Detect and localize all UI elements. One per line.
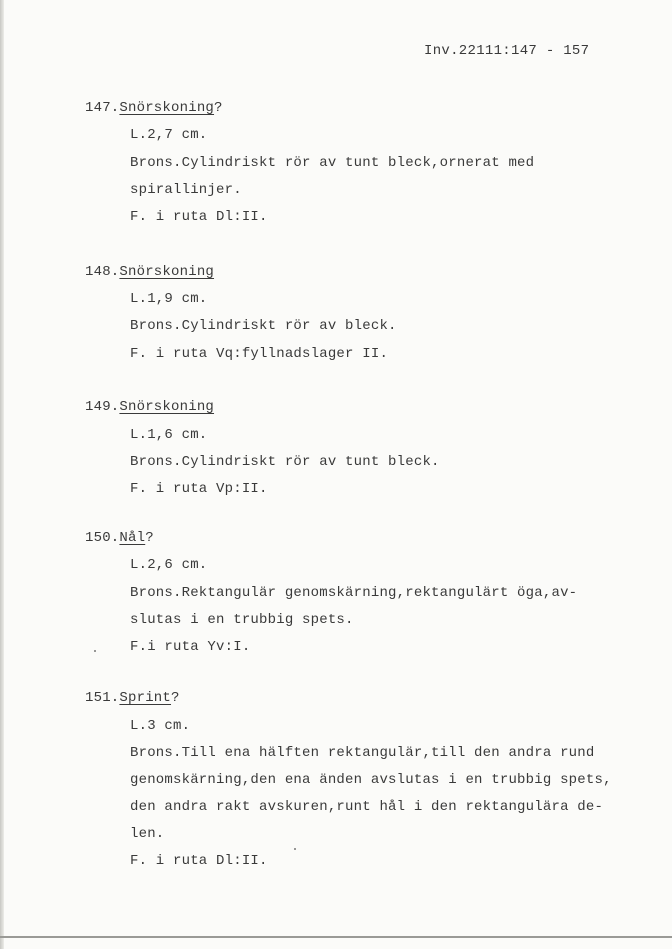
- paper-speck: [294, 848, 296, 850]
- entry-description-line: len.: [130, 826, 165, 842]
- entry-size: L.2,6 cm.: [130, 557, 208, 573]
- entry-heading: [85, 530, 154, 546]
- entry-title: Sprint: [119, 690, 172, 706]
- entry-title: Snörskoning: [119, 399, 215, 415]
- entry-title: Nål: [119, 530, 146, 546]
- page-left-edge: [0, 0, 4, 949]
- entry-title: Snörskoning: [119, 100, 215, 116]
- entry-title-suffix: ?: [214, 100, 223, 116]
- entry-description-line: Brons.Rektangulär genomskärning,rektangulärt öga,av-: [130, 585, 578, 601]
- entry-find-location: F.i ruta Yv:I.: [130, 639, 251, 655]
- entry-description-line: Brons.Cylindriskt rör av bleck.: [130, 318, 397, 334]
- entry-heading: [85, 264, 214, 280]
- inventory-header: Inv.22111:147 - 157: [424, 43, 590, 59]
- entry-description-line: den andra rakt avskuren,runt hål i den rektangulära de-: [130, 799, 604, 815]
- entry-size: L.3 cm.: [130, 718, 191, 734]
- entry-number: 150.: [85, 530, 120, 546]
- entry-description-line: Brons.Cylindriskt rör av tunt bleck.: [130, 454, 440, 470]
- entry-heading: [85, 100, 223, 116]
- entry-find-location: F. i ruta Dl:II.: [130, 209, 268, 225]
- entry-find-location: F. i ruta Vp:II.: [130, 481, 268, 497]
- entry-description-line: Brons.Cylindriskt rör av tunt bleck,ornerat med: [130, 155, 535, 171]
- paper-speck: [94, 650, 96, 652]
- entry-number: 147.: [85, 100, 120, 116]
- entry-number: 149.: [85, 399, 120, 415]
- entry-heading: [85, 399, 214, 415]
- entry-size: L.1,9 cm.: [130, 291, 208, 307]
- entry-number: 151.: [85, 690, 120, 706]
- entry-find-location: F. i ruta Vq:fyllnadslager II.: [130, 346, 389, 362]
- entry-title: Snörskoning: [119, 264, 215, 280]
- entry-number: 148.: [85, 264, 120, 280]
- entry-description-line: slutas i en trubbig spets.: [130, 612, 354, 628]
- entry-size: L.1,6 cm.: [130, 427, 208, 443]
- entry-find-location: F. i ruta Dl:II.: [130, 853, 268, 869]
- entry-title-suffix: ?: [145, 530, 154, 546]
- entry-heading: [85, 690, 180, 706]
- page-bottom-edge: [0, 936, 672, 938]
- entry-size: L.2,7 cm.: [130, 127, 208, 143]
- entry-description-line: Brons.Till ena hälften rektangulär,till den andra rund: [130, 745, 595, 761]
- entry-description-line: spirallinjer.: [130, 182, 242, 198]
- entry-description-line: genomskärning,den ena änden avslutas i en trubbig spets,: [130, 772, 612, 788]
- entry-title-suffix: ?: [171, 690, 180, 706]
